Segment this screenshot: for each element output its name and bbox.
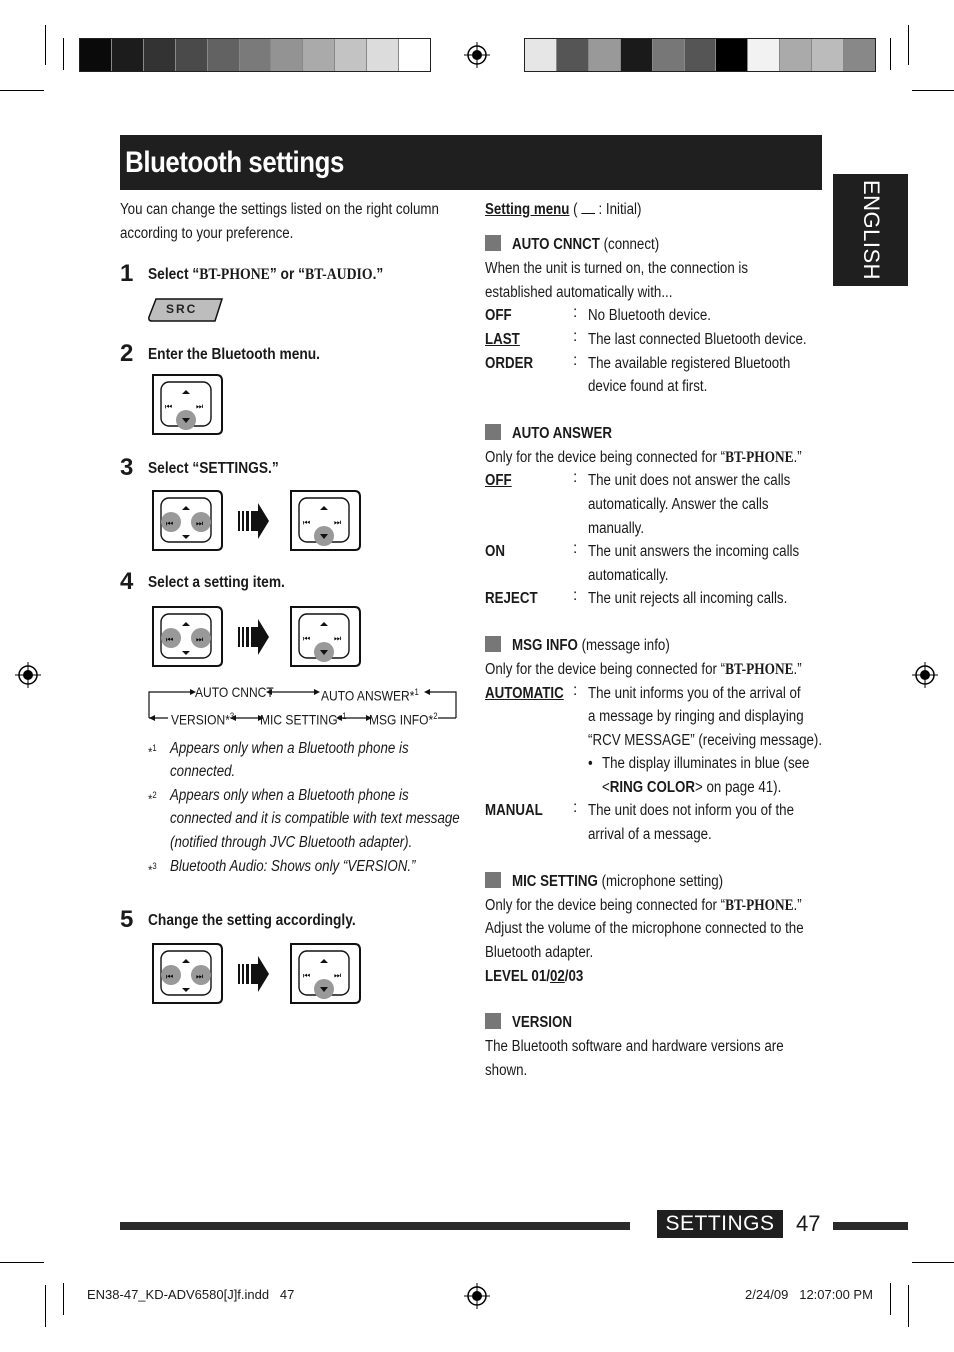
step-number: 3	[120, 454, 134, 481]
option-bullet: <RING COLOR> on page 41).	[602, 779, 782, 796]
option-value: manually.	[588, 520, 645, 537]
section-desc: Bluetooth adapter.	[485, 944, 594, 961]
remote-skip-icon[interactable]	[151, 942, 223, 1004]
footer-section-box	[657, 1210, 783, 1238]
option-value: The unit answers the incoming calls	[588, 543, 800, 560]
trim-mark	[45, 25, 46, 65]
section-marker	[485, 1013, 501, 1029]
option-key: REJECT	[485, 590, 538, 607]
option-colon: :	[573, 304, 578, 321]
step-text: Select a setting item.	[148, 574, 285, 591]
footer-section-label: SETTINGS	[665, 1212, 775, 1235]
option-value: The unit does not answer the calls	[588, 472, 791, 489]
option-colon: :	[573, 469, 578, 486]
section-desc: Only for the device being connected for “BT-PHONE.”	[485, 449, 802, 466]
footnote-text: Appears only when a Bluetooth phone is	[170, 740, 409, 757]
section-desc: Only for the device being connected for “BT-PHONE.”	[485, 897, 802, 914]
svg-text:⏭: ⏭	[196, 519, 204, 528]
trim-mark	[45, 1285, 46, 1327]
option-value: The unit does not inform you of the	[588, 802, 794, 819]
trim-mark	[0, 90, 44, 91]
svg-text:⏮: ⏮	[303, 971, 311, 980]
section-title: AUTO ANSWER	[512, 425, 612, 442]
footnote-mark: *$^3$	[148, 861, 157, 878]
remote-down-icon[interactable]	[289, 489, 361, 551]
option-colon: :	[573, 328, 578, 345]
option-value: “RCV MESSAGE” (receiving message).	[588, 732, 823, 749]
section-marker	[485, 424, 501, 440]
option-key: MANUAL	[485, 802, 543, 819]
page-number: 47	[796, 1211, 821, 1236]
trim-mark	[908, 1285, 909, 1327]
setting-menu-heading: Setting menu ( : Initial)	[485, 201, 642, 218]
remote-down-icon[interactable]	[289, 605, 361, 667]
trim-mark	[890, 1283, 891, 1315]
trim-mark	[63, 1283, 64, 1315]
flow-mic-setting: MIC SETTING*$^1$	[260, 711, 347, 728]
section-desc: The Bluetooth software and hardware versions are	[485, 1038, 784, 1055]
step-text: Enter the Bluetooth menu.	[148, 346, 320, 363]
footer-rule-left	[120, 1222, 630, 1230]
remote-skip-icon[interactable]	[151, 605, 223, 667]
option-key: ORDER	[485, 355, 534, 372]
option-colon: :	[573, 682, 578, 699]
flow-msg-info: MSG INFO*$^2$	[369, 711, 438, 728]
option-value: The available registered Bluetooth	[588, 355, 791, 372]
svg-text:⏮: ⏮	[303, 518, 311, 527]
section-title: MIC SETTING (microphone setting)	[512, 873, 724, 890]
trim-mark	[0, 1262, 44, 1263]
next-arrow-icon	[238, 955, 270, 993]
svg-text:⏭: ⏭	[334, 518, 342, 527]
section-title: AUTO CNNCT (connect)	[512, 236, 660, 253]
language-label: ENGLISH	[858, 179, 884, 281]
footnote-mark: *$^1$	[148, 743, 157, 760]
footer-rule-right	[833, 1222, 908, 1230]
section-marker	[485, 235, 501, 251]
trim-mark	[912, 1262, 954, 1263]
svg-text:⏮: ⏮	[165, 402, 173, 411]
registration-mark-icon	[464, 1283, 490, 1309]
section-desc: Only for the device being connected for “BT-PHONE.”	[485, 661, 802, 678]
trim-mark	[63, 38, 64, 70]
section-marker	[485, 636, 501, 652]
option-value: The unit informs you of the arrival of	[588, 685, 801, 702]
trim-mark	[890, 38, 891, 70]
registration-mark-icon	[464, 42, 490, 68]
src-label: SRC	[166, 302, 198, 316]
level-options: LEVEL 01/02/03	[485, 968, 584, 985]
trim-mark	[912, 90, 954, 91]
option-key: LAST	[485, 331, 520, 348]
intro-line-2: according to your preference.	[120, 225, 294, 242]
step-number: 4	[120, 568, 134, 595]
step-text: Select “BT-PHONE” or “BT-AUDIO.”	[148, 266, 384, 283]
language-tab	[833, 174, 908, 286]
svg-text:⏭: ⏭	[334, 634, 342, 643]
svg-text:⏮: ⏮	[166, 635, 174, 644]
svg-text:⏭: ⏭	[334, 971, 342, 980]
section-desc: Adjust the volume of the microphone connected to the	[485, 920, 804, 937]
section-desc: shown.	[485, 1062, 528, 1079]
option-value: arrival of a message.	[588, 826, 712, 843]
intro-line-1: You can change the settings listed on the right column	[120, 201, 439, 218]
section-desc: When the unit is turned on, the connection is	[485, 260, 749, 277]
footnote-text: Bluetooth Audio: Shows only “VERSION.”	[170, 858, 416, 875]
option-key: OFF	[485, 307, 512, 324]
step-number: 2	[120, 340, 134, 367]
color-bar-left	[79, 38, 431, 72]
print-date: 2/24/09 12:07:00 PM	[745, 1287, 873, 1302]
section-desc: established automatically with...	[485, 284, 673, 301]
next-arrow-icon	[238, 502, 270, 540]
option-bullet: The display illuminates in blue (see	[602, 755, 810, 772]
step-text: Select “SETTINGS.”	[148, 460, 279, 477]
footnote-text: connected and it is compatible with text message	[170, 810, 460, 827]
footnote-text: connected.	[170, 763, 236, 780]
remote-skip-icon[interactable]	[151, 489, 223, 551]
section-marker	[485, 872, 501, 888]
section-title: VERSION	[512, 1014, 572, 1031]
option-value: The last connected Bluetooth device.	[588, 331, 807, 348]
footnote-text: Appears only when a Bluetooth phone is	[170, 787, 409, 804]
option-colon: :	[573, 799, 578, 816]
remote-down-icon[interactable]	[151, 373, 223, 435]
option-value: No Bluetooth device.	[588, 307, 712, 324]
step-text: Change the setting accordingly.	[148, 912, 356, 929]
section-title: MSG INFO (message info)	[512, 637, 670, 654]
remote-down-icon[interactable]	[289, 942, 361, 1004]
footnote-text: (notified through JVC Bluetooth adapter).	[170, 834, 413, 851]
option-value: automatically.	[588, 567, 669, 584]
flow-auto-cnnct: AUTO CNNCT	[195, 684, 274, 700]
registration-mark-icon	[15, 662, 41, 688]
option-colon: :	[573, 352, 578, 369]
src-button[interactable]	[148, 298, 224, 322]
registration-mark-icon	[912, 662, 938, 688]
option-value: device found at first.	[588, 378, 708, 395]
page-title: Bluetooth settings	[125, 146, 344, 179]
option-colon: :	[573, 540, 578, 557]
option-key: OFF	[485, 472, 512, 489]
step-number: 1	[120, 260, 134, 287]
option-value: automatically. Answer the calls	[588, 496, 769, 513]
file-name: EN38-47_KD-ADV6580[J]f.indd 47	[87, 1287, 295, 1302]
title-bar	[120, 135, 822, 190]
svg-text:⏭: ⏭	[196, 402, 204, 411]
svg-text:⏭: ⏭	[196, 972, 204, 981]
footnote-mark: *$^2$	[148, 790, 157, 807]
flow-version: VERSION*$^3$	[171, 711, 235, 728]
svg-text:⏮: ⏮	[166, 519, 174, 528]
svg-text:⏭: ⏭	[196, 635, 204, 644]
svg-text:⏮: ⏮	[166, 972, 174, 981]
option-value: a message by ringing and displaying	[588, 708, 804, 725]
color-bar-right	[524, 38, 876, 72]
option-key: ON	[485, 543, 505, 560]
flow-auto-answer: AUTO ANSWER*$^1$	[321, 687, 419, 704]
next-arrow-icon	[238, 618, 270, 656]
option-value: The unit rejects all incoming calls.	[588, 590, 788, 607]
svg-text:⏮: ⏮	[303, 634, 311, 643]
step-number: 5	[120, 906, 134, 933]
option-key: AUTOMATIC	[485, 685, 564, 702]
option-colon: :	[573, 587, 578, 604]
trim-mark	[908, 25, 909, 65]
bullet-dot: •	[588, 755, 593, 772]
